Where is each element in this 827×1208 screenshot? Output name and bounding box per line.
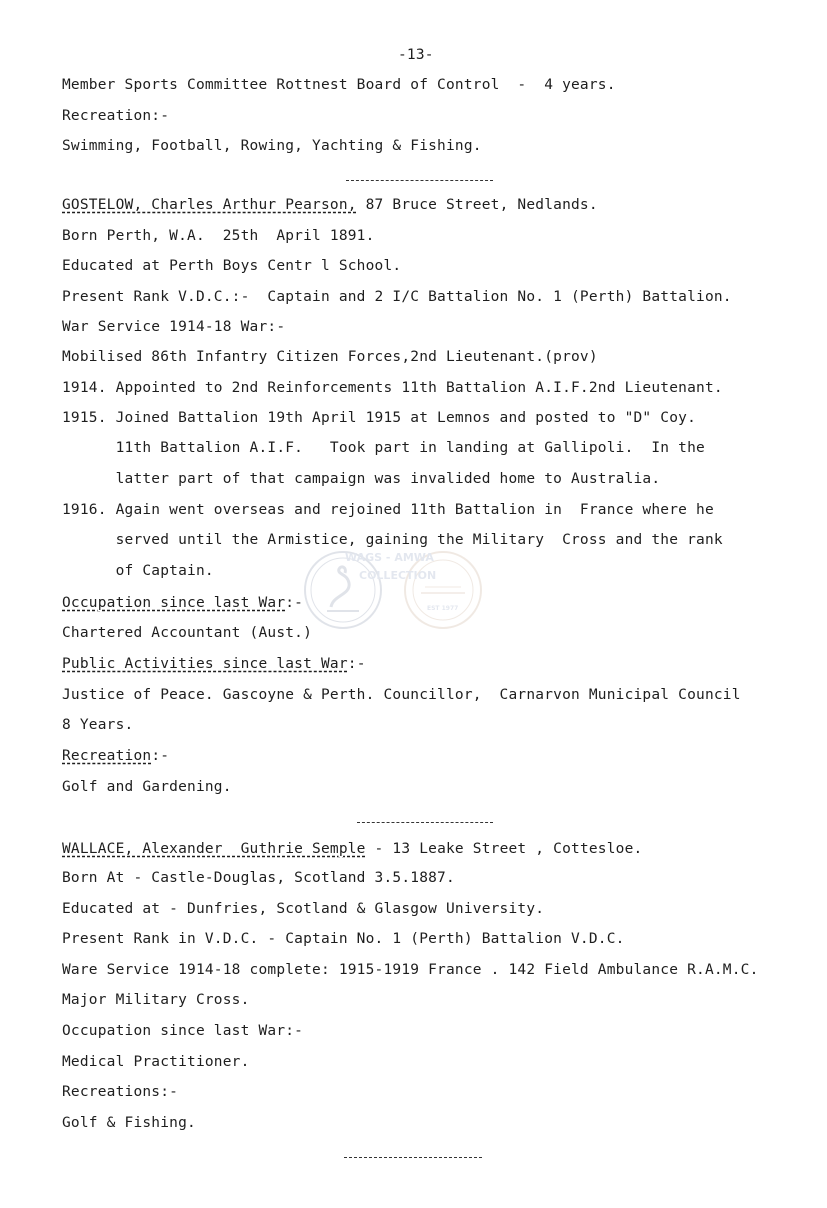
text-line: 11th Battalion A.I.F. Took part in landing at Gallipoli. In the (62, 440, 705, 456)
text-line: Medical Practitioner. (62, 1054, 250, 1070)
text-line: 1915. Joined Battalion 19th April 1915 at Lemnos and posted to "D" Coy. (62, 410, 697, 426)
heading-suffix: :- (285, 595, 304, 611)
text-line: Member Sports Committee Rottnest Board of Control - 4 years. (62, 77, 616, 93)
text-line: latter part of that campaign was invalided home to Australia. (62, 471, 661, 487)
entry-header (62, 839, 642, 859)
text-line: Present Rank V.D.C.:- Captain and 2 I/C Battalion No. 1 (Perth) Battalion. (62, 289, 732, 305)
page-number: -13- (398, 47, 434, 63)
section-divider (344, 1157, 482, 1158)
text-line: of Captain. (62, 563, 214, 579)
recreation-heading-line (62, 746, 169, 766)
text-line: War Service 1914-18 War:- (62, 319, 286, 335)
recreation-heading: Recreation (62, 748, 152, 764)
heading-suffix: :- (151, 748, 170, 764)
text-line: Major Military Cross. (62, 992, 250, 1008)
text-line: Educated at Perth Boys Centr l School. (62, 258, 402, 274)
text-line: Ware Service 1914-18 complete: 1915-1919 France . 142 Field Ambulance R.A.M.C. (62, 962, 759, 978)
text-line: Recreations:- (62, 1084, 179, 1100)
text-line: 1916. Again went overseas and rejoined 11th Battalion in France where he (62, 502, 714, 518)
text-line: served until the Armistice, gaining the Military Cross and the rank (62, 532, 723, 548)
text-line: Born Perth, W.A. 25th April 1891. (62, 228, 375, 244)
watermark-title: WAGS - AMWA (345, 551, 434, 564)
public-activities-heading: Public Activities since last War (62, 656, 348, 672)
collection-watermark (303, 545, 483, 635)
text-line: 1914. Appointed to 2nd Reinforcements 11th Battalion A.I.F.2nd Lieutenant. (62, 380, 723, 396)
section-divider (346, 180, 493, 181)
watermark-seal-year: EST 1977 (427, 605, 459, 612)
text-line: Recreation:- (62, 108, 170, 124)
text-line: Mobilised 86th Infantry Citizen Forces,2nd Lieutenant.(prov) (62, 349, 598, 365)
text-line: Golf and Gardening. (62, 779, 232, 795)
text-line: 8 Years. (62, 717, 134, 733)
entry-name: GOSTELOW, Charles Arthur Pearson, (62, 197, 357, 213)
entry-header (62, 195, 598, 215)
occupation-heading-line (62, 593, 303, 613)
text-line: Occupation since last War:- (62, 1023, 304, 1039)
entry-address: 87 Bruce Street, Nedlands. (356, 197, 598, 213)
text-line: Justice of Peace. Gascoyne & Perth. Councillor, Carnarvon Municipal Council (62, 687, 741, 703)
watermark-subtitle: COLLECTION (359, 569, 437, 582)
section-divider (357, 822, 493, 823)
entry-address: - 13 Leake Street , Cottesloe. (365, 841, 643, 857)
text-line: Chartered Accountant (Aust.) (62, 625, 313, 641)
text-line: Educated at - Dunfries, Scotland & Glasgow University. (62, 901, 545, 917)
text-line: Swimming, Football, Rowing, Yachting & Fishing. (62, 138, 482, 154)
entry-name: WALLACE, Alexander Guthrie Semple (62, 841, 366, 857)
heading-suffix: :- (347, 656, 366, 672)
text-line: Golf & Fishing. (62, 1115, 196, 1131)
occupation-heading: Occupation since last War (62, 595, 286, 611)
text-line: Born At - Castle-Douglas, Scotland 3.5.1887. (62, 870, 455, 886)
public-heading-line (62, 654, 366, 674)
text-line: Present Rank in V.D.C. - Captain No. 1 (Perth) Battalion V.D.C. (62, 931, 625, 947)
